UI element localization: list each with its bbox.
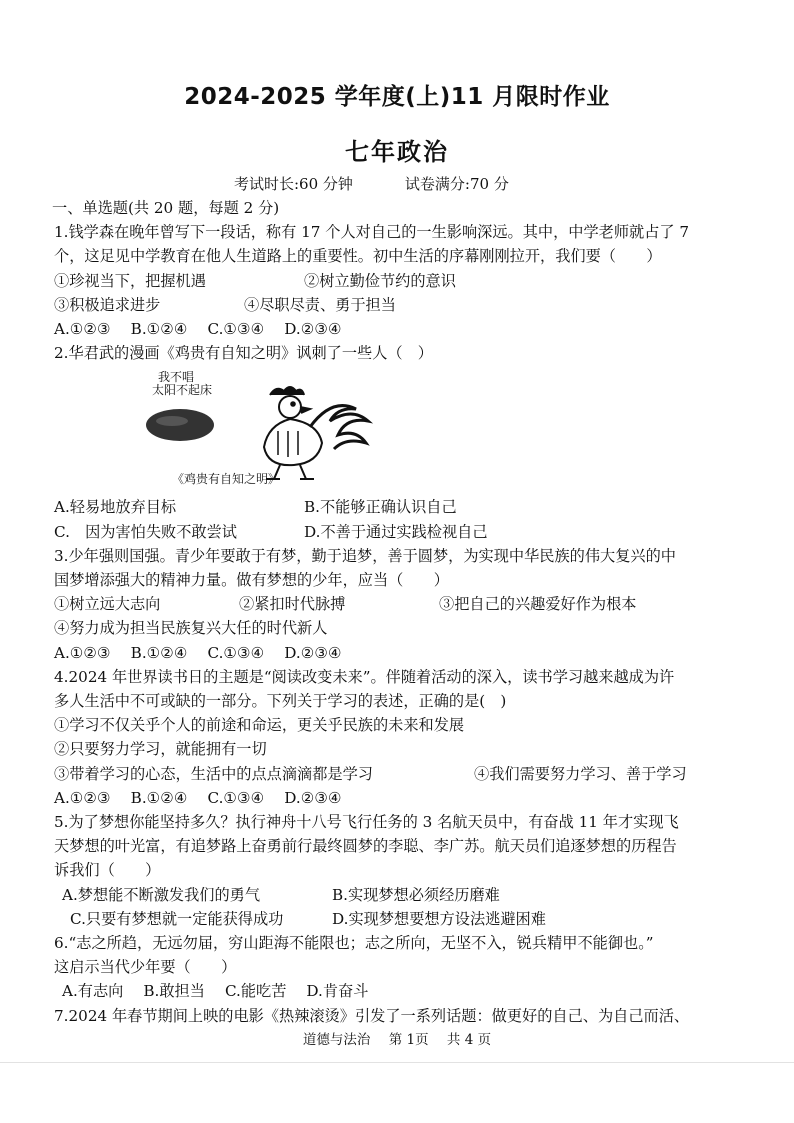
q1-stem-line-1: 1.钱学森在晚年曾写下一段话，称有 17 个人对自己的一生影响深远。其中，中学老师就占了 7	[54, 223, 690, 242]
question-7	[54, 1004, 744, 1028]
q4-stem-line-2: 多人生活中不可或缺的一部分。下列关于学习的表述，正确的是( )	[54, 692, 507, 711]
question-1	[54, 220, 744, 341]
q3-stem-line-2: 国梦增添强大的精神力量。做有梦想的少年，应当（ ）	[54, 571, 449, 590]
q6-stem-line-1: 6.“志之所趋，无远勿届，穷山距海不能限也；志之所向，无坚不入，锐兵精甲不能御也。”	[54, 934, 654, 953]
q3-choices: A.①②③ B.①②④ C.①③④ D.②③④	[54, 643, 342, 662]
q5-option-c: C.只要有梦想就一定能获得成功	[70, 909, 284, 928]
q1-options-row-2	[54, 293, 744, 317]
q3-option-3: ③把自己的兴趣爱好作为根本	[439, 595, 637, 614]
q5-options-row-1	[54, 883, 744, 907]
q2-options-row-1	[54, 495, 744, 519]
question-4	[54, 665, 744, 810]
q3-options-row-1	[54, 592, 744, 616]
q3-stem-line-1: 3.少年强则国强。青少年要敢于有梦，勤于追梦，善于圆梦，为实现中华民族的伟大复兴的中	[54, 546, 676, 565]
q4-option-2: ②只要努力学习，就能拥有一切	[54, 740, 267, 759]
q2-options-row-2	[54, 520, 744, 544]
q5-stem-line-2: 天梦想的叶光富，有追梦路上奋勇前行最终圆梦的李聪、李广苏。航天员们追逐梦想的历程告	[54, 837, 677, 856]
exam-title: 2024-2025 学年度(上)11 月限时作业	[184, 84, 610, 110]
question-5	[54, 810, 744, 931]
q1-options-row-1	[54, 269, 744, 293]
cartoon-caption: 《鸡贵有自知之明》	[172, 472, 281, 487]
q6-choices: A.有志向 B.敢担当 C.能吃苦 D.肯奋斗	[62, 982, 369, 1001]
q5-stem-line-3: 诉我们（ ）	[54, 861, 161, 880]
q2-option-c: C. 因为害怕失败不敢尝试	[54, 522, 237, 541]
q4-option-3: ③带着学习的心态，生活中的点点滴滴都是学习	[54, 764, 373, 783]
page-bottom-divider	[0, 1062, 794, 1063]
q5-stem-line-1: 5.为了梦想你能坚持多久？执行神舟十八号飞行任务的 3 名航天员中，有奋战 11 年才实现飞	[54, 813, 679, 832]
cartoon-speech-line-1: 我不唱	[158, 370, 195, 385]
q1-option-2: ②树立勤俭节约的意识	[304, 271, 456, 290]
rooster-icon	[264, 387, 368, 479]
q4-stem-line-1: 4.2024 年世界读书日的主题是“阅读改变未来”。伴随着活动的深入，读书学习越来越成为许	[54, 667, 675, 686]
q5-option-d: D.实现梦想要想方设法逃避困难	[332, 909, 546, 928]
question-2	[54, 341, 744, 544]
q2-option-d: D.不善于通过实践检视自己	[304, 522, 488, 541]
cartoon-speech-line-2: 太阳不起床	[152, 383, 213, 398]
q1-option-4: ④尽职尽责、勇于担当	[244, 295, 396, 314]
q5-option-b: B.实现梦想必须经历磨难	[332, 885, 500, 904]
q2-stem: 2.华君武的漫画《鸡贵有自知之明》讽刺了一些人（ ）	[54, 344, 433, 363]
q4-options-row-3	[54, 762, 744, 786]
section-heading: 一、单选题(共 20 题，每题 2 分)	[52, 199, 280, 217]
q3-option-1: ①树立远大志向	[54, 595, 161, 614]
page-footer	[0, 1028, 794, 1048]
q2-option-b: B.不能够正确认识自己	[304, 498, 457, 517]
rooster-cartoon	[142, 369, 402, 489]
q4-choices: A.①②③ B.①②④ C.①③④ D.②③④	[54, 788, 342, 807]
exam-subject-title: 七年政治	[345, 138, 449, 166]
q1-choices: A.①②③ B.①②④ C.①③④ D.②③④	[54, 320, 342, 339]
q3-option-4: ④努力成为担当民族复兴大任的时代新人	[54, 619, 328, 638]
question-list	[54, 196, 744, 1028]
footer-page-total: 共 4 页	[446, 1032, 492, 1048]
exam-full-score: 试卷满分:70 分	[404, 175, 509, 193]
footer-subject: 道德与法治	[302, 1032, 371, 1048]
q4-option-1: ①学习不仅关乎个人的前途和命运，更关乎民族的未来和发展	[54, 716, 465, 735]
footer-page-number: 第 1页	[388, 1032, 429, 1048]
q5-options-row-2	[54, 907, 744, 931]
q7-stem-line-1: 7.2024 年春节期间上映的电影《热辣滚烫》引发了一系列话题：做更好的自己、为自己而活、	[54, 1006, 690, 1025]
q3-option-2: ②紧扣时代脉搏	[239, 595, 346, 614]
q1-option-1: ①珍视当下，把握机遇	[54, 271, 206, 290]
question-3	[54, 544, 744, 665]
exam-meta	[234, 173, 509, 194]
q2-cartoon	[54, 369, 744, 489]
exam-duration: 考试时长:60 分钟	[234, 175, 353, 193]
q5-option-a: A.梦想能不断激发我们的勇气	[62, 885, 261, 904]
q2-option-a: A.轻易地放弃目标	[54, 498, 177, 517]
question-6	[54, 931, 744, 1004]
q6-stem-line-2: 这启示当代少年要（ ）	[54, 958, 237, 977]
q1-option-3: ③积极追求进步	[54, 295, 161, 314]
q4-option-4: ④我们需要努力学习、善于学习	[474, 764, 687, 783]
q1-stem-line-2: 个，这足见中学教育在他人生道路上的重要性。初中生活的序幕刚刚拉开，我们要（ ）	[54, 247, 662, 266]
